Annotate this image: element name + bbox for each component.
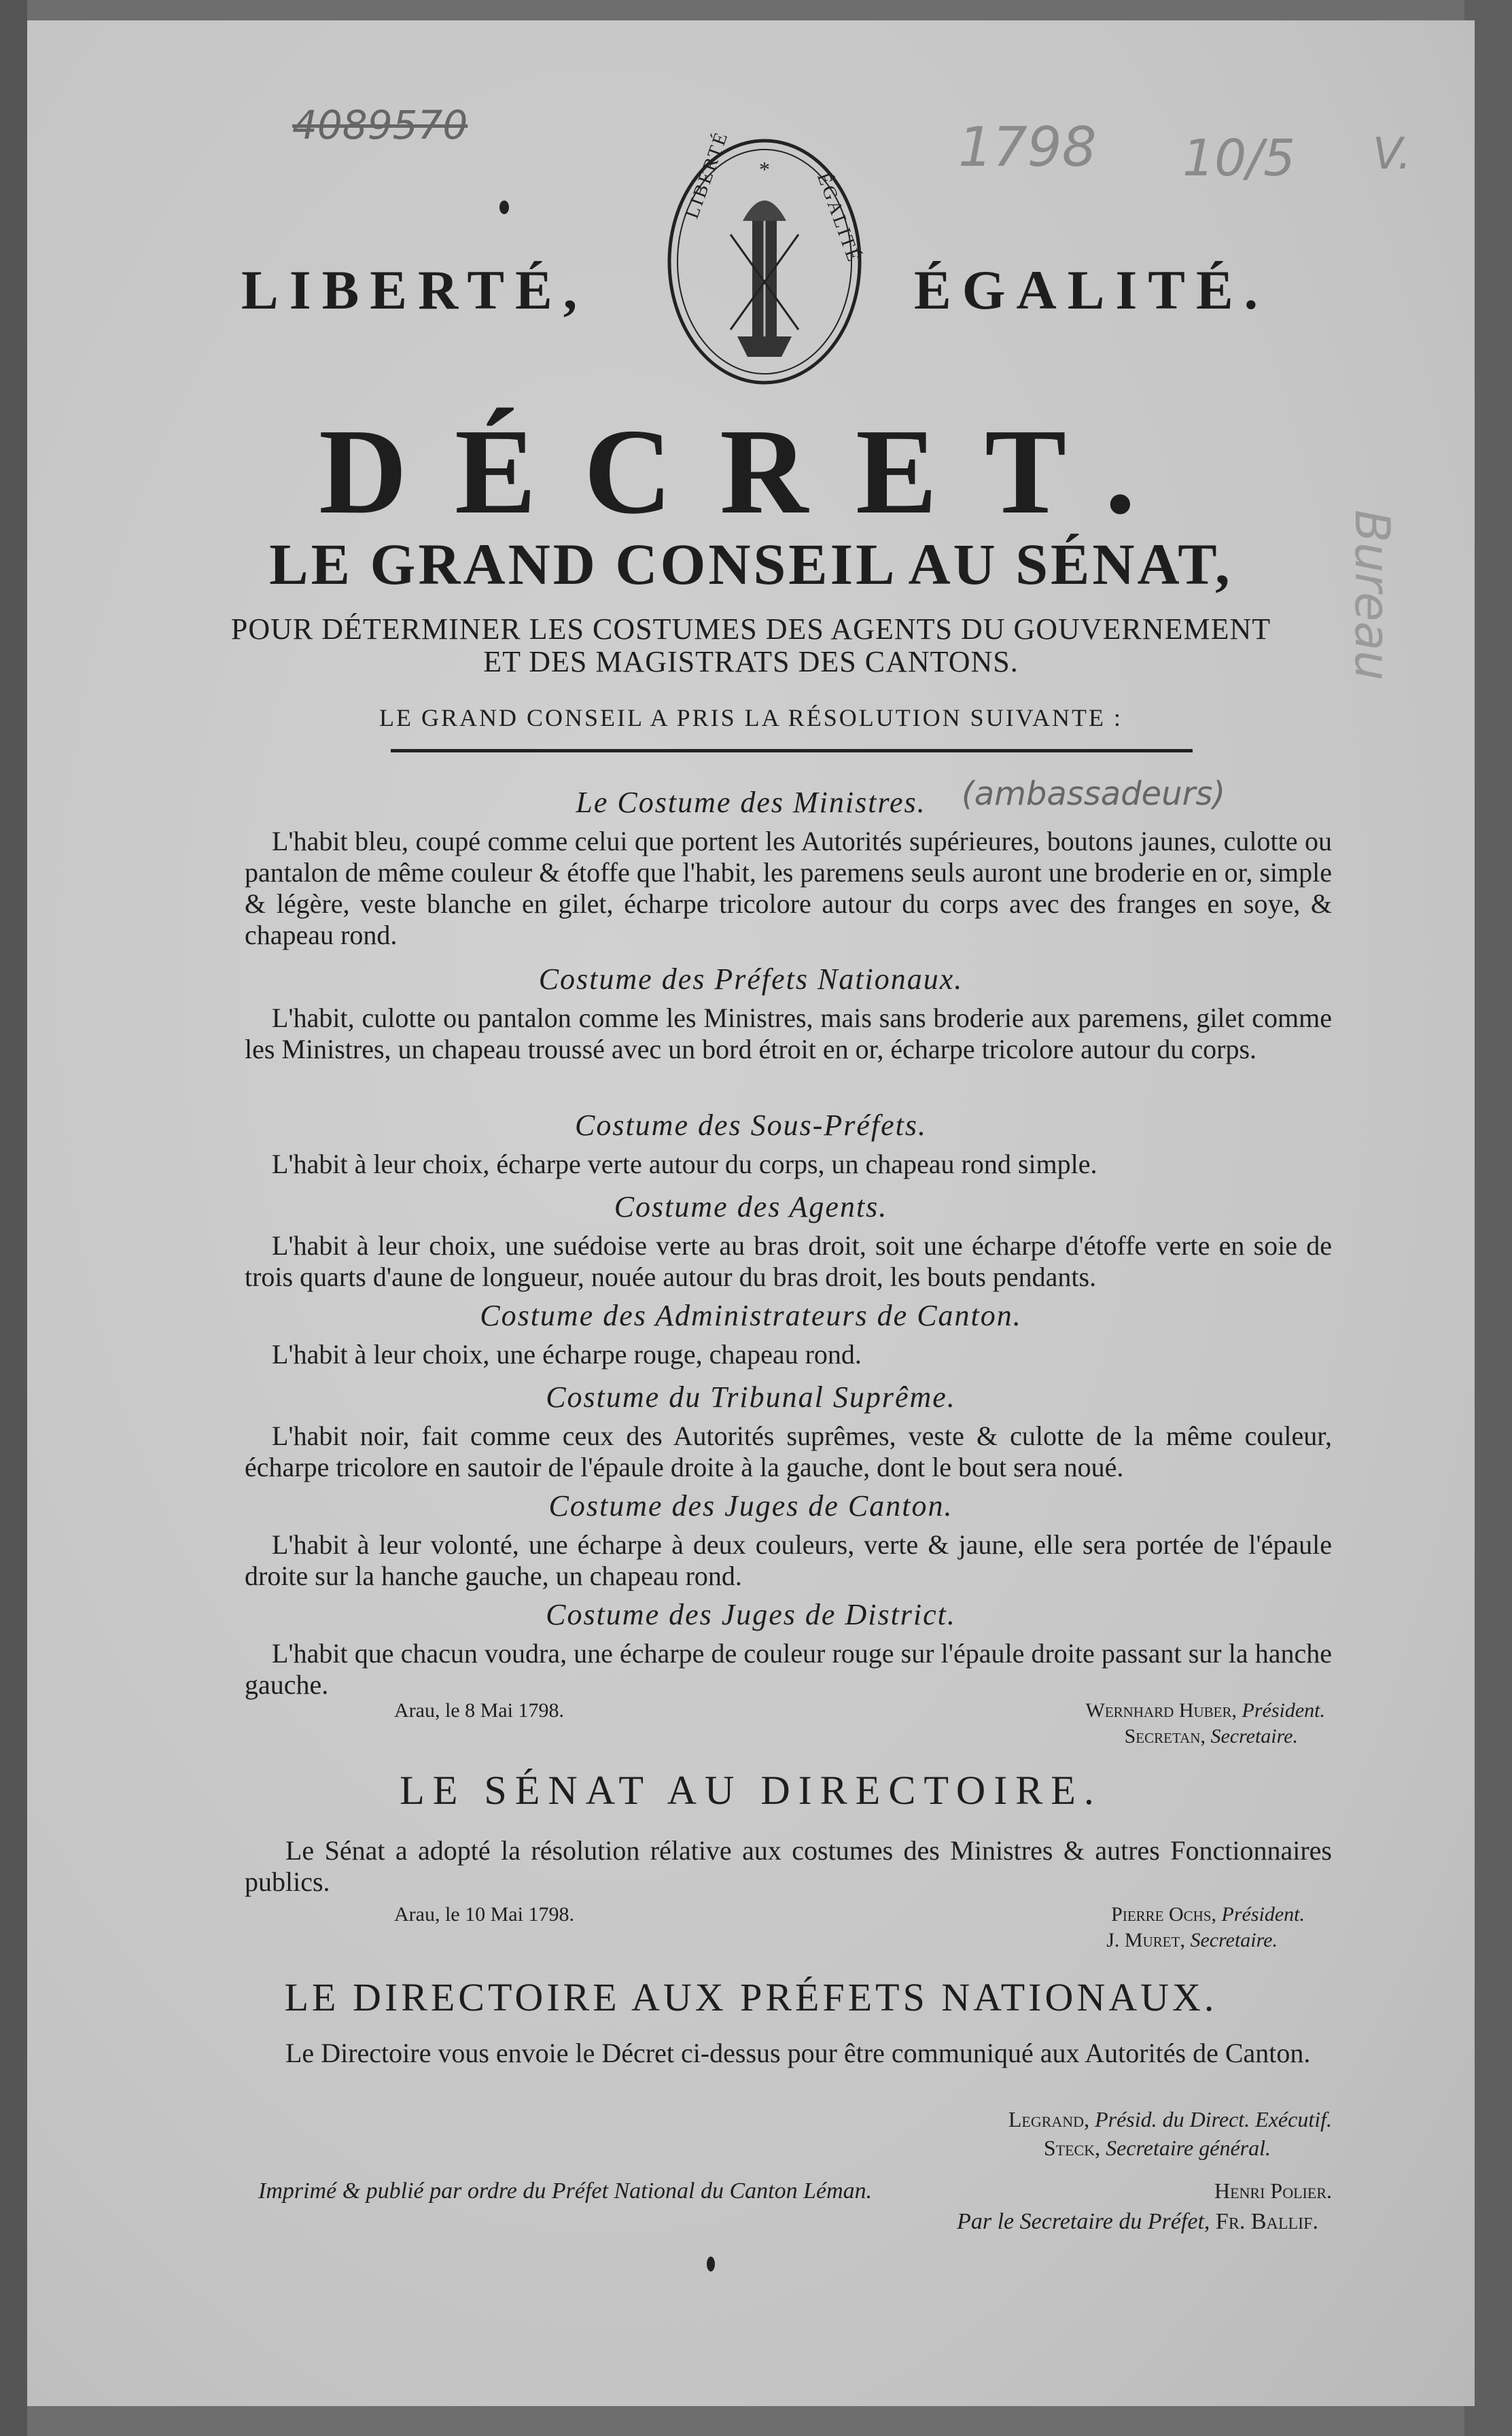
section-text-juges-canton: L'habit à leur volonté, une écharpe à deux couleurs, verte & jaune, elle sera portée de l'épaule droite sur la hanche gauche, un chapeau rond. bbox=[245, 1529, 1332, 1591]
signer-role: Secretaire général. bbox=[1106, 2136, 1271, 2160]
section-heading-agents: Costume des Agents. bbox=[614, 1190, 888, 1223]
decree-subtitle: LE GRAND CONSEIL AU SÉNAT, bbox=[269, 532, 1233, 597]
section-text-ministres: L'habit bleu, coupé comme celui que portent les Autorités supérieures, boutons jaunes, culotte ou pantalon de même couleur & étoffe que l'habit, les paremens seuls auront une broderie en or, simple & légère, veste blanche en gilet, écharpe tricolore autour du corps avec des franges en soye, & chapeau rond. bbox=[245, 826, 1332, 950]
svg-text:*: * bbox=[759, 157, 770, 181]
imprint-line: Imprimé & publié par ordre du Préfet National du Canton Léman. bbox=[258, 2178, 873, 2204]
section-text-juges-district: L'habit que chacun voudra, une écharpe de couleur rouge sur l'épaule droite passant sur la hanche gauche. bbox=[245, 1638, 1332, 1700]
signature-secretary-1: Secretan, Secretaire. bbox=[1124, 1725, 1298, 1747]
section-heading-administrateurs: Costume des Administrateurs de Canton. bbox=[480, 1299, 1022, 1332]
separator-rule bbox=[391, 749, 1193, 752]
header-egalite: ÉGALITÉ. bbox=[914, 259, 1269, 321]
section-heading-ministres: Le Costume des Ministres. bbox=[576, 786, 926, 819]
signer-name: Legrand bbox=[1008, 2107, 1085, 2132]
directoire-text: Le Directoire vous envoie le Décret ci-dessus pour être communiqué aux Autorités de Canton. bbox=[285, 2038, 1311, 2068]
header-liberte: LIBERTÉ, bbox=[241, 259, 588, 321]
secretaire-name: Fr. Ballif. bbox=[1215, 2209, 1318, 2234]
signature-president-2: Pierre Ochs, Président. bbox=[1111, 1903, 1305, 1926]
document-page bbox=[27, 20, 1475, 2406]
handwritten-fraction: 10/5 bbox=[1182, 129, 1296, 188]
seal-icon bbox=[663, 133, 866, 391]
signer-role: Président. bbox=[1221, 1903, 1305, 1926]
seal-text-left: LIBERTÉ bbox=[682, 128, 733, 222]
directoire-heading: LE DIRECTOIRE AUX PRÉFETS NATIONAUX. bbox=[284, 1975, 1218, 2019]
place-date-1: Arau, le 8 Mai 1798. bbox=[394, 1699, 564, 1722]
section-text-tribunal: L'habit noir, fait comme ceux des Autorités suprêmes, veste & culotte de la même couleur, écharpe tricolore en sautoir de l'épaule droite à la gauche, dont le bout sera noué. bbox=[245, 1421, 1332, 1482]
ornament-dot-bottom bbox=[707, 2257, 715, 2272]
seal-text-right: ÉGALITÉ bbox=[812, 170, 865, 266]
signer-name: Pierre Ochs bbox=[1111, 1903, 1212, 1926]
signature-secretary-3: Steck, Secretaire général. bbox=[1043, 2136, 1271, 2160]
fasces-seal bbox=[663, 128, 866, 391]
handwritten-year: 1798 bbox=[958, 116, 1097, 179]
section-text-prefets: L'habit, culotte ou pantalon comme les Ministres, mais sans broderie aux paremens, gilet comme les Ministres, un chapeau troussé avec un bord étroit en or, écharpe tricolore autour du corps. bbox=[245, 1003, 1332, 1064]
section-text-agents: L'habit à leur choix, une suédoise verte au bras droit, soit une écharpe d'étoffe verte en soie de trois quarts d'aune de longueur, nouée autour du bras droit, les bouts pendants. bbox=[245, 1230, 1332, 1292]
resolution-line: LE GRAND CONSEIL A PRIS LA RÉSOLUTION SUIVANTE : bbox=[379, 704, 1123, 731]
handwritten-annotation: (ambassadeurs) bbox=[962, 775, 1226, 813]
section-heading-sous-prefets: Costume des Sous-Préfets. bbox=[574, 1109, 928, 1142]
signature-secretary-2: J. Muret, Secretaire. bbox=[1106, 1929, 1278, 1951]
purpose-line-1: POUR DÉTERMINER LES COSTUMES DES AGENTS DU GOUVERNEMENT bbox=[230, 612, 1271, 646]
section-heading-juges-canton: Costume des Juges de Canton. bbox=[548, 1489, 953, 1522]
place-date-2: Arau, le 10 Mai 1798. bbox=[394, 1903, 574, 1926]
signer-role: Président. bbox=[1242, 1699, 1325, 1722]
handwritten-number: 4089570 bbox=[292, 102, 468, 148]
section-text-administrateurs: L'habit à leur choix, une écharpe rouge, chapeau rond. bbox=[272, 1339, 862, 1370]
section-heading-tribunal: Costume du Tribunal Suprême. bbox=[546, 1380, 956, 1414]
signer-name: J. Muret bbox=[1106, 1929, 1180, 1951]
signer-name: Steck bbox=[1043, 2136, 1095, 2160]
signer-name: Secretan bbox=[1124, 1725, 1201, 1747]
secretaire-line bbox=[761, 2209, 1318, 2235]
handwritten-mark: V. bbox=[1373, 129, 1411, 179]
signature-president-1: Wernhard Huber, Président. bbox=[1085, 1699, 1325, 1722]
signer-role: Secretaire. bbox=[1190, 1929, 1278, 1951]
section-heading-juges-district: Costume des Juges de District. bbox=[546, 1598, 956, 1631]
signer-role: Secretaire. bbox=[1210, 1725, 1298, 1747]
scan-background-left bbox=[0, 0, 27, 2436]
decree-title: DÉCRET. bbox=[319, 404, 1183, 539]
signature-president-3: Legrand, Présid. du Direct. Exécutif. bbox=[1008, 2107, 1332, 2132]
ornament-dot bbox=[499, 201, 509, 214]
senat-text: Le Sénat a adopté la résolution rélative aux costumes des Ministres & autres Fonctionnaires publics. bbox=[245, 1835, 1332, 1897]
section-text-sous-prefets: L'habit à leur choix, écharpe verte autour du corps, un chapeau rond simple. bbox=[272, 1149, 1097, 1179]
handwritten-side-note: Bureau bbox=[1344, 510, 1400, 681]
purpose-line-2: ET DES MAGISTRATS DES CANTONS. bbox=[483, 645, 1019, 678]
secretaire-label: Par le Secretaire du Préfet, bbox=[957, 2209, 1210, 2234]
section-heading-prefets: Costume des Préfets Nationaux. bbox=[538, 962, 964, 996]
signer-role: Présid. du Direct. Exécutif. bbox=[1095, 2107, 1332, 2132]
senat-heading: LE SÉNAT AU DIRECTOIRE. bbox=[400, 1768, 1102, 1813]
prefet-name: Henri Polier. bbox=[1214, 2178, 1332, 2203]
signer-name: Wernhard Huber bbox=[1085, 1699, 1232, 1722]
